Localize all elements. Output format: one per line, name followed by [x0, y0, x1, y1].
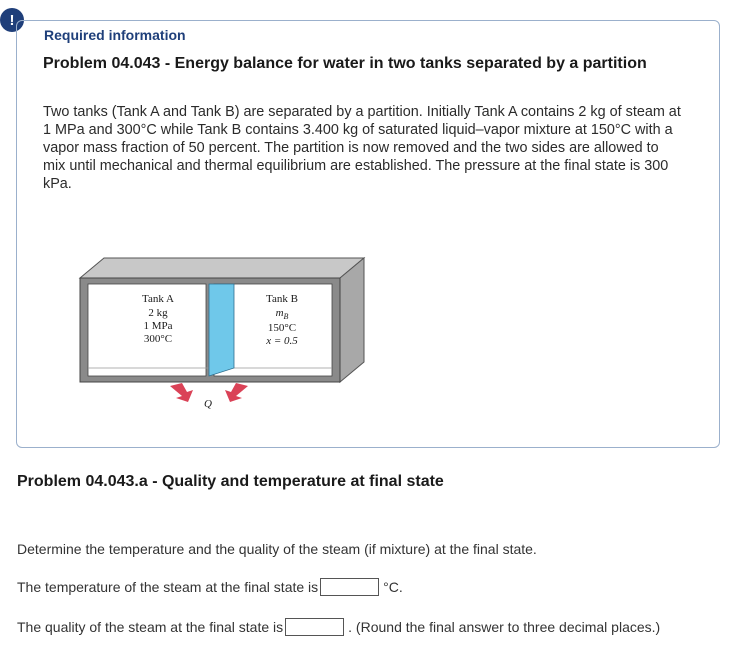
- quality-prompt: The quality of the steam at the final state is: [17, 619, 284, 635]
- tank-a-temperature: 300°C: [143, 333, 173, 345]
- temperature-prompt: The temperature of the steam at the final state is: [17, 579, 319, 595]
- quality-question: [17, 618, 660, 636]
- heat-label: Q: [204, 398, 212, 410]
- tank-a-label: Tank A: [142, 293, 174, 305]
- tank-b-quality: x = 0.5: [266, 335, 298, 347]
- quality-answer-input[interactable]: [285, 618, 344, 636]
- temperature-question: [17, 578, 403, 596]
- problem-statement: Two tanks (Tank A and Tank B) are separated by a partition. Initially Tank A contains 2 kg of steam at 1 MPa and 300°C while Tank B contains 3.400 kg of saturated liquid–vapor mixture at 150°C with a vapor mass fraction of 50 percent. The partition is now removed and the two sides are allowed to mix until mechanical and thermal equilibrium are established. The pressure at the final state is 300 kPa.: [43, 104, 681, 192]
- tank-b-mass-symbol: m: [275, 307, 284, 319]
- tank-a-mass: 2 kg: [148, 307, 168, 319]
- alert-icon: !: [0, 8, 24, 32]
- temperature-unit: °C.: [383, 579, 403, 595]
- problem-title: Problem 04.043 - Energy balance for water in two tanks separated by a partition: [43, 55, 647, 72]
- quality-rounding-note: . (Round the final answer to three decimal places.): [348, 619, 661, 635]
- tank-diagram: [62, 240, 382, 420]
- tank-b-label: Tank B: [266, 293, 298, 305]
- tank-b-mass-subscript: B: [283, 312, 289, 322]
- temperature-answer-input[interactable]: [320, 578, 379, 596]
- required-info-heading: Required information: [44, 27, 186, 43]
- tank-diagram-graphic: [62, 240, 382, 420]
- part-a-title: Problem 04.043.a - Quality and temperature at final state: [17, 473, 444, 490]
- tank-b-mass: [252, 307, 312, 323]
- tank-b-temperature: 150°C: [267, 322, 297, 334]
- tank-a-pressure: 1 MPa: [143, 320, 173, 332]
- part-a-instruction: Determine the temperature and the quality of the steam (if mixture) at the final state.: [17, 541, 537, 557]
